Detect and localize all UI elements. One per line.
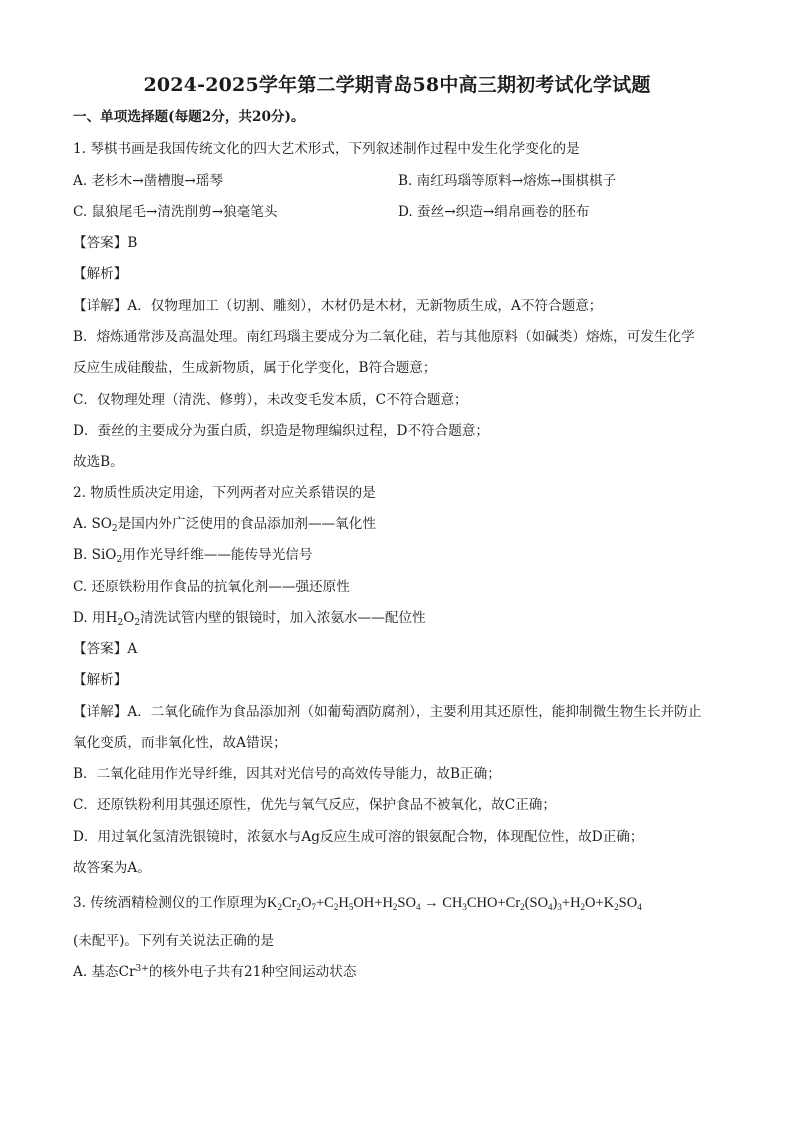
question-2-stem: 2. 物质性质决定用途，下列两者对应关系错误的是 <box>73 485 376 501</box>
question-3-stem-cont: (未配平)。下列有关说法正确的是 <box>73 933 274 949</box>
reaction-equation: $K_2Cr_2O_7+C_2H_5OH+H_2SO_4 \to CH_3CHO+Cr_2(SO_4)_3+H_2O+K_2SO_4$ <box>267 895 642 912</box>
option-text: 的核外电子共有21种空间运动状态 <box>148 964 357 980</box>
question-2-analysis-label: 【解析】 <box>73 672 128 688</box>
section-heading: 一、单项选择题(每题2分，共20分)。 <box>73 109 305 125</box>
subscript: 2 <box>134 618 141 628</box>
subscript: 2 <box>116 555 123 565</box>
superscript: 3+ <box>135 964 149 974</box>
question-3-option-a <box>73 962 356 982</box>
subscript: 2 <box>117 618 124 628</box>
option-text: B. SiO <box>73 547 117 563</box>
question-1-detail-line: D．蚕丝的主要成分为蛋白质，织造是物理编织过程，D不符合题意； <box>73 423 490 439</box>
question-2-detail-line: B．二氧化硅用作光导纤维，因其对光信号的高效传导能力，故B正确； <box>73 766 501 782</box>
question-1-option-b: B. 南红玛瑙等原料→熔炼→围棋棋子 <box>398 173 617 189</box>
question-1-detail-line: 【详解】A．仅物理加工（切割、雕刻），木材仍是木材，无新物质生成，A不符合题意； <box>73 298 603 314</box>
question-2-option-c: C. 还原铁粉用作食品的抗氧化剂——强还原性 <box>73 579 350 595</box>
question-2-option-d <box>73 608 426 628</box>
question-1-conclusion: 故选B。 <box>73 454 124 470</box>
question-1-answer: 【答案】B <box>73 235 138 251</box>
question-1-option-d: D. 蚕丝→织造→绢帛画卷的胚布 <box>398 204 590 220</box>
question-2-option-b <box>73 545 312 565</box>
stem-text: 3. 传统酒精检测仪的工作原理为 <box>73 895 268 911</box>
option-text: 是国内外广泛使用的食品添加剂——氧化性 <box>117 516 376 532</box>
question-1-analysis-label: 【解析】 <box>73 266 128 282</box>
question-1-detail-line: C．仅物理处理（清洗、修剪），未改变毛发本质，C不符合题意； <box>73 392 468 408</box>
page-title: 2024-2025学年第二学期青岛58中高三期初考试化学试题 <box>143 74 651 96</box>
question-1-detail-line: 反应生成硅酸盐，生成新物质，属于化学变化，B符合题意； <box>73 360 437 376</box>
option-text: O <box>123 610 135 626</box>
option-text: A. 基态Cr <box>73 964 136 980</box>
question-1-option-a: A. 老杉木→凿槽腹→瑶琴 <box>73 173 223 189</box>
option-text: D. 用H <box>73 610 118 626</box>
option-text: 用作光导纤维——能传导光信号 <box>122 547 313 563</box>
question-2-detail-line: 氧化变质，而非氧化性，故A错误； <box>73 735 287 751</box>
subscript: 2 <box>111 524 118 534</box>
question-2-option-a <box>73 514 376 534</box>
question-2-detail-line: 【详解】A．二氧化硫作为食品添加剂（如葡萄酒防腐剂），主要利用其还原性，能抑制微生物生长并防止 <box>73 704 702 720</box>
question-3-stem <box>73 893 642 913</box>
question-2-detail-line: C．还原铁粉利用其强还原性，优先与氧气反应，保护食品不被氧化，故C正确； <box>73 797 556 813</box>
question-1-stem: 1. 琴棋书画是我国传统文化的四大艺术形式，下列叙述制作过程中发生化学变化的是 <box>73 141 580 157</box>
option-text: 清洗试管内壁的银镜时，加入浓氨水——配位性 <box>140 610 426 626</box>
question-1-option-c: C. 鼠狼尾毛→清洗削剪→狼毫笔头 <box>73 204 278 220</box>
question-2-detail-line: D．用过氧化氢清洗银镜时，浓氨水与Ag反应生成可溶的银氨配合物，体现配位性，故D正确； <box>73 829 644 845</box>
question-1-detail-line: B．熔炼通常涉及高温处理。南红玛瑙主要成分为二氧化硅，若与其他原料（如碱类）熔炼，可发生化学 <box>73 329 695 345</box>
question-2-conclusion: 故答案为A。 <box>73 860 151 876</box>
option-text: A. SO <box>73 516 112 532</box>
question-2-answer: 【答案】A <box>73 641 138 657</box>
